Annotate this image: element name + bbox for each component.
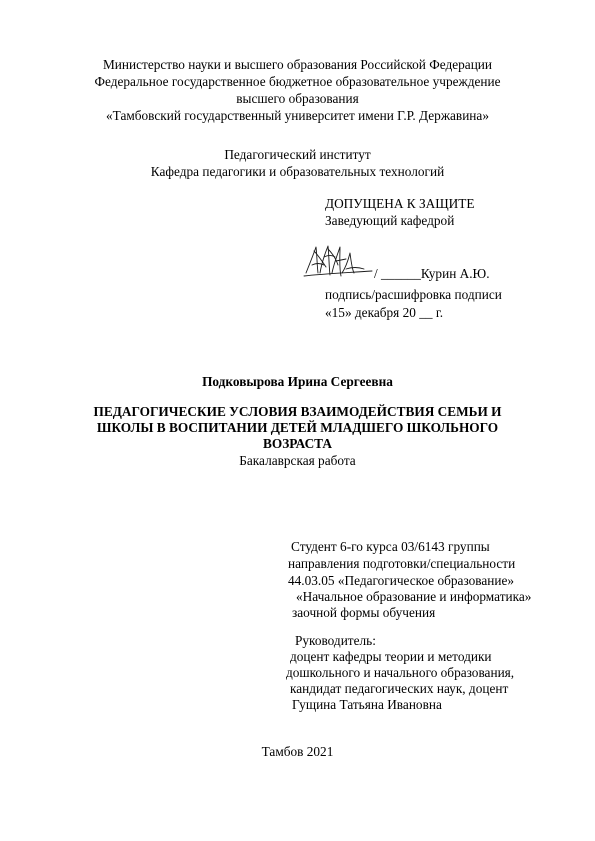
thesis-title-line-2: ШКОЛЫ В ВОСПИТАНИИ ДЕТЕЙ МЛАДШЕГО ШКОЛЬНОГО xyxy=(96,420,499,435)
supervisor-line-1: доцент кафедры теории и методики xyxy=(290,649,492,664)
approval-head: Заведующий кафедрой xyxy=(325,213,455,228)
supervisor-line-3: кандидат педагогических наук, доцент xyxy=(290,681,509,696)
student-line-1: Студент 6-го курса 03/6143 группы xyxy=(291,539,490,554)
student-line-4: «Начальное образование и информатика» xyxy=(296,589,532,604)
city-year: Тамбов 2021 xyxy=(261,744,334,759)
chair-line: Кафедра педагогики и образовательных технологий xyxy=(150,164,445,179)
approval-title: ДОПУЩЕНА К ЗАЩИТЕ xyxy=(325,196,475,211)
ministry-line: Министерство науки и высшего образования Российской Федерации xyxy=(102,57,493,72)
author-name: Подковырова Ирина Сергеевна xyxy=(202,374,393,389)
thesis-title-line-1: ПЕДАГОГИЧЕСКИЕ УСЛОВИЯ ВЗАИМОДЕЙСТВИЯ СЕМЬИ И xyxy=(93,404,502,419)
supervisor-label: Руководитель: xyxy=(295,633,376,648)
thesis-title-line-3: ВОЗРАСТА xyxy=(262,436,332,451)
handwritten-signature xyxy=(302,243,374,281)
university-line: «Тамбовский государственный университет имени Г.Р. Державина» xyxy=(106,108,489,123)
approval-signature-caption: подпись/расшифровка подписи xyxy=(325,287,502,302)
approval-signature-line: / ______Курин А.Ю. xyxy=(374,266,490,281)
institution-line-2: высшего образования xyxy=(236,91,359,106)
approval-date: «15» декабря 20 __ г. xyxy=(325,305,444,320)
supervisor-name: Гущина Татьяна Ивановна xyxy=(292,697,442,712)
institute-line: Педагогический институт xyxy=(224,147,371,162)
student-line-2: направления подготовки/специальности xyxy=(288,556,516,571)
supervisor-line-2: дошкольного и начального образования, xyxy=(286,665,515,680)
student-line-3: 44.03.05 «Педагогическое образование» xyxy=(288,573,515,588)
thesis-type: Бакалаврская работа xyxy=(239,453,356,468)
institution-line-1: Федеральное государственное бюджетное образовательное учреждение xyxy=(94,74,501,89)
student-line-5: заочной формы обучения xyxy=(292,605,436,620)
